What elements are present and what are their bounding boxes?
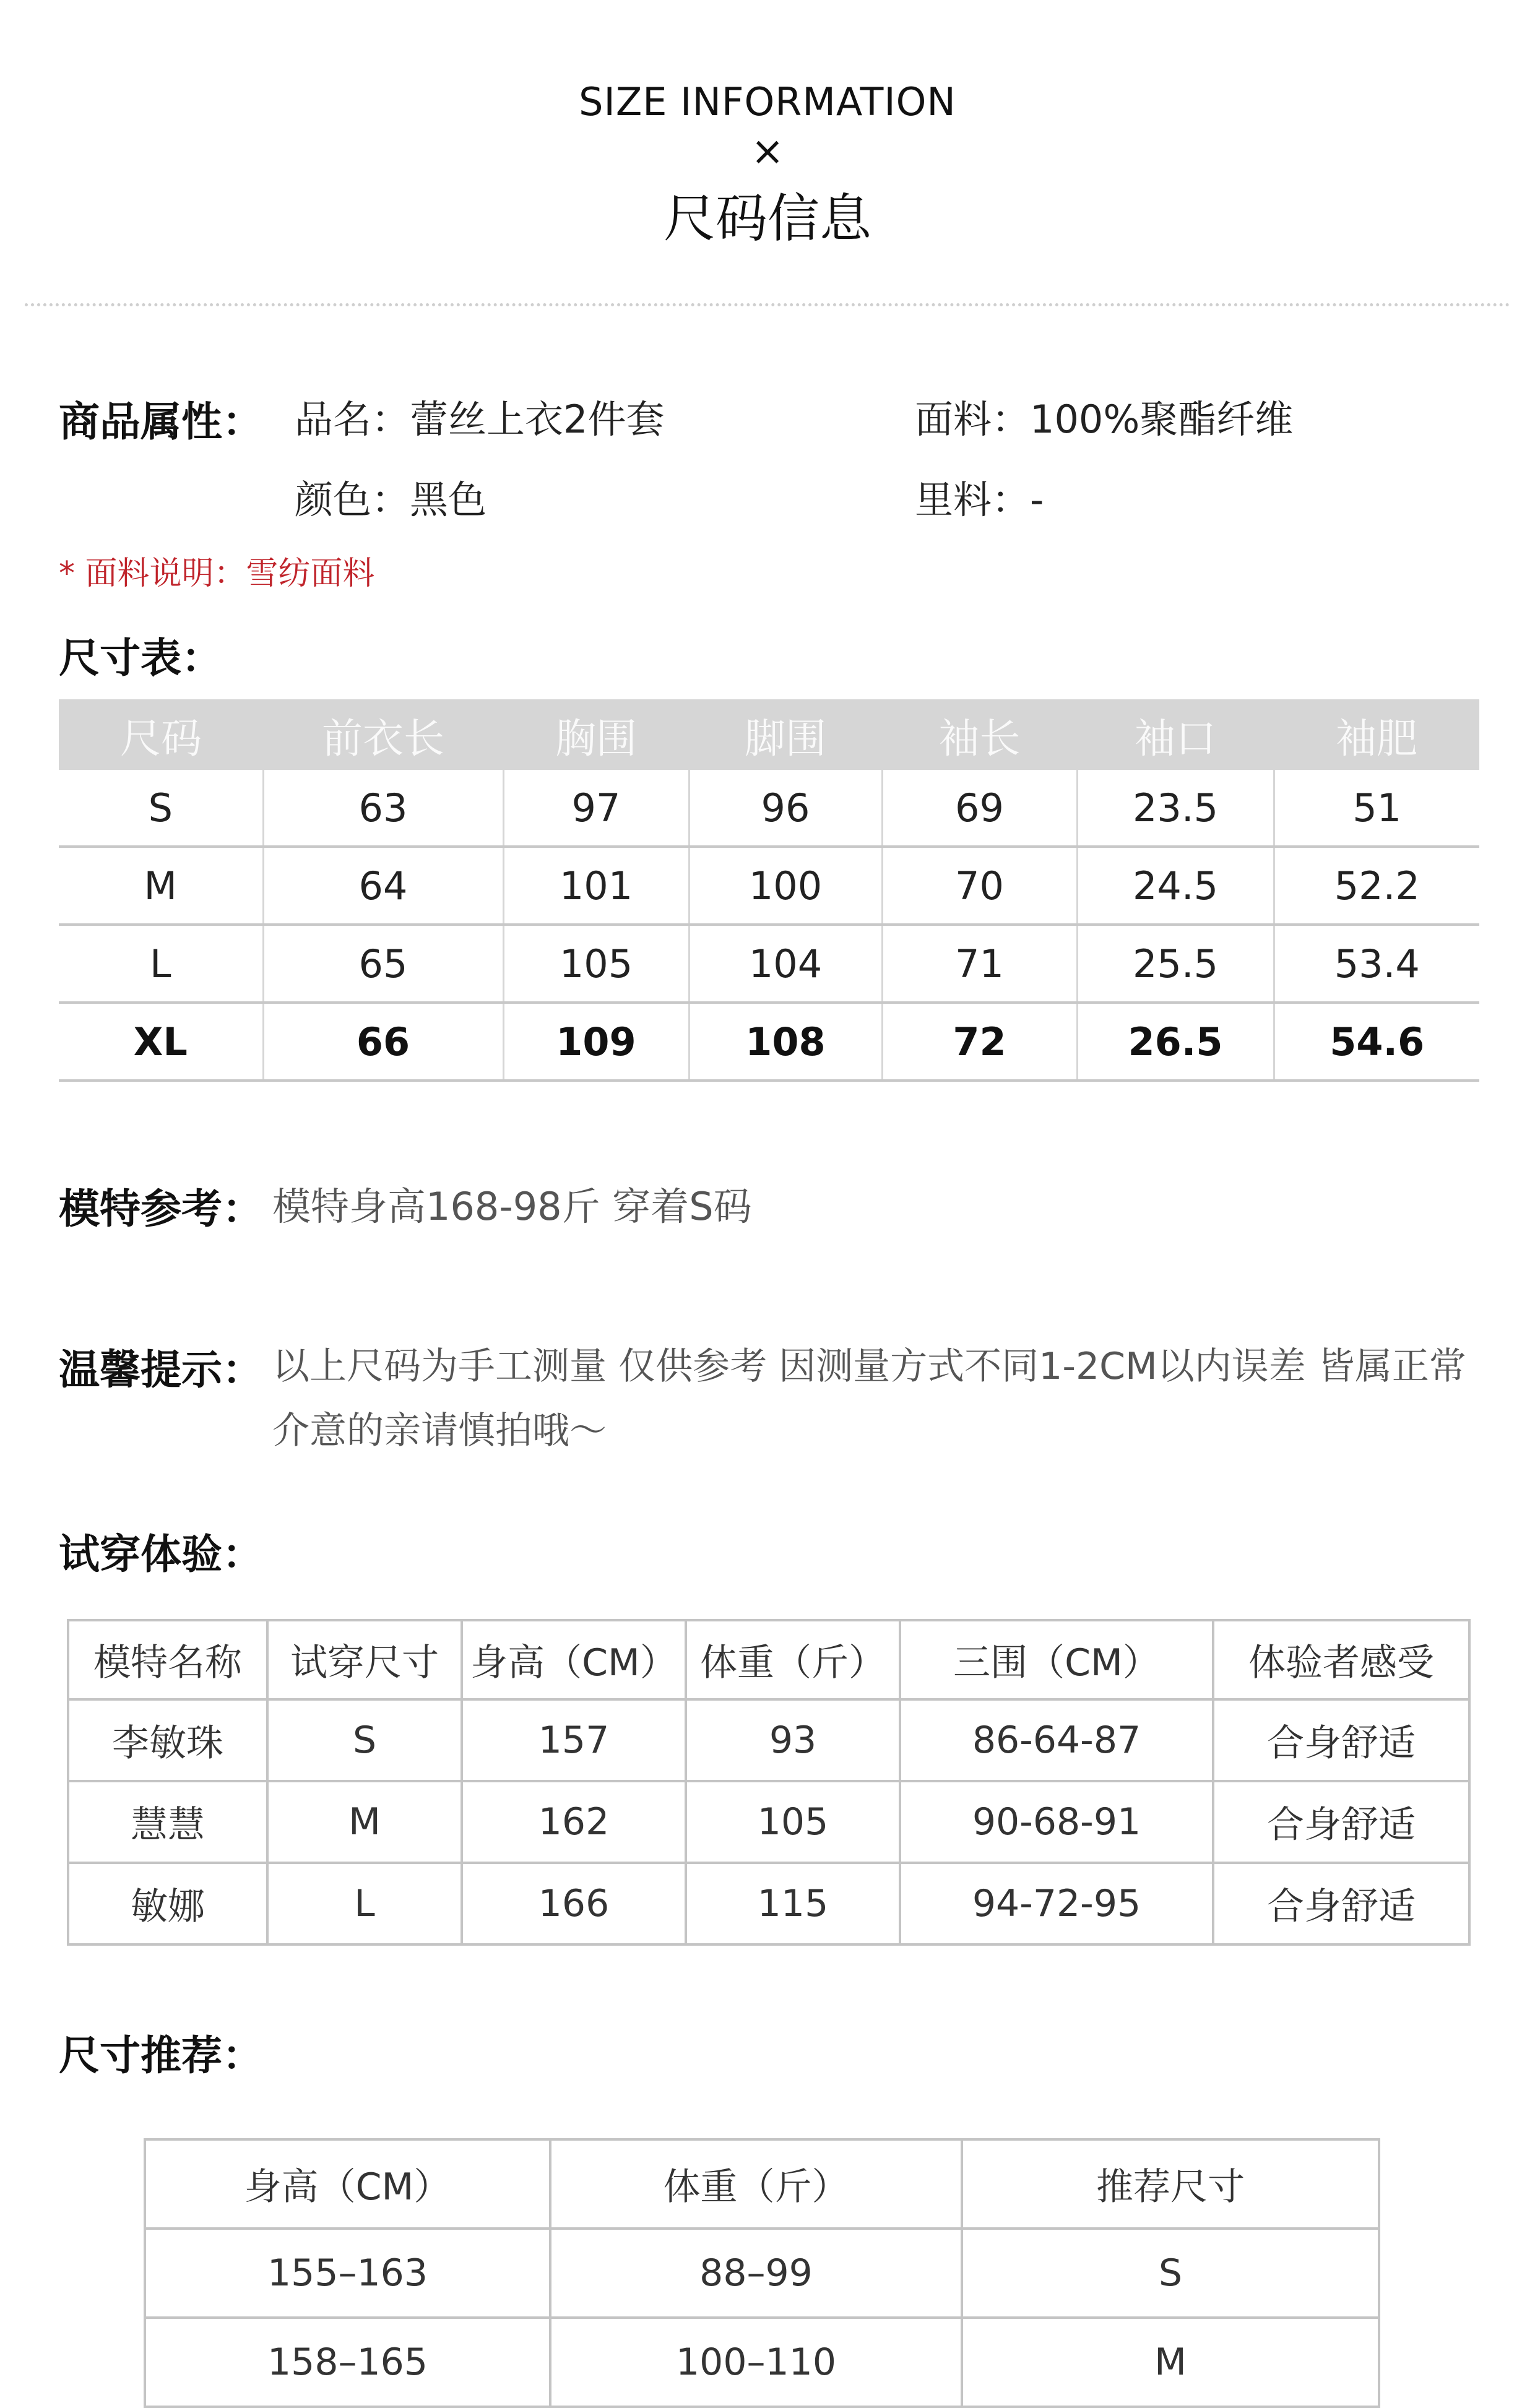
table-cell: 158–165 bbox=[145, 2318, 550, 2407]
color: 颜色：黑色 bbox=[295, 477, 487, 522]
tips-line-1: 以上尺码为手工测量 仅供参考 因测量方式不同1-2CM以内误差 皆属正常 bbox=[272, 1345, 1466, 1388]
column-header: 三围（CM） bbox=[900, 1620, 1213, 1699]
column-header: 身高（CM） bbox=[145, 2139, 550, 2229]
table-row bbox=[145, 2318, 1379, 2407]
column-header: 袖口 bbox=[1077, 699, 1274, 770]
table-cell: 70 bbox=[882, 847, 1077, 925]
size-chart-table bbox=[59, 699, 1479, 1082]
table-cell: S bbox=[962, 2229, 1379, 2318]
lining: 里料：- bbox=[915, 477, 1044, 522]
table-row bbox=[59, 1003, 1479, 1081]
title-en: SIZE INFORMATION bbox=[579, 79, 956, 124]
tips-line-2: 介意的亲请慎拍哦～ bbox=[272, 1409, 607, 1452]
table-cell: M bbox=[59, 847, 263, 925]
fabric: 面料：100%聚酯纤维 bbox=[915, 397, 1294, 442]
table-row bbox=[59, 770, 1479, 847]
column-header: 脚围 bbox=[689, 699, 882, 770]
recommend-label: 尺寸推荐： bbox=[59, 2032, 263, 2079]
table-cell: 88–99 bbox=[550, 2229, 962, 2318]
table-cell: 合身舒适 bbox=[1213, 1863, 1469, 1944]
table-cell: 90-68-91 bbox=[900, 1781, 1213, 1863]
table-header-row bbox=[59, 699, 1479, 770]
column-header: 体验者感受 bbox=[1213, 1620, 1469, 1699]
title-separator: × bbox=[751, 129, 784, 175]
table-cell: 25.5 bbox=[1077, 925, 1274, 1003]
table-cell: 101 bbox=[503, 847, 689, 925]
try-on-label: 试穿体验： bbox=[59, 1530, 263, 1578]
table-cell: S bbox=[59, 770, 263, 847]
table-cell: 166 bbox=[462, 1863, 686, 1944]
table-cell: L bbox=[267, 1863, 462, 1944]
table-cell: 97 bbox=[503, 770, 689, 847]
table-row bbox=[145, 2229, 1379, 2318]
column-header: 体重（斤） bbox=[550, 2139, 962, 2229]
table-row bbox=[68, 1781, 1469, 1863]
model-ref-label: 模特参考： bbox=[59, 1185, 263, 1233]
tips-label: 温馨提示： bbox=[59, 1346, 263, 1394]
column-header: 体重（斤） bbox=[686, 1620, 900, 1699]
table-cell: 157 bbox=[462, 1699, 686, 1781]
table-cell: 66 bbox=[263, 1003, 503, 1081]
table-row bbox=[59, 925, 1479, 1003]
table-cell: 54.6 bbox=[1274, 1003, 1479, 1081]
size-chart-label: 尺寸表： bbox=[59, 634, 222, 682]
table-cell: 108 bbox=[689, 1003, 882, 1081]
column-header: 尺码 bbox=[59, 699, 263, 770]
product-name: 品名：蕾丝上衣2件套 bbox=[295, 397, 665, 442]
try-on-table bbox=[67, 1619, 1471, 1946]
table-cell: 94-72-95 bbox=[900, 1863, 1213, 1944]
table-cell: 86-64-87 bbox=[900, 1699, 1213, 1781]
column-header: 模特名称 bbox=[68, 1620, 267, 1699]
table-cell: 51 bbox=[1274, 770, 1479, 847]
table-cell: XL bbox=[59, 1003, 263, 1081]
table-cell: 72 bbox=[882, 1003, 1077, 1081]
table-cell: M bbox=[267, 1781, 462, 1863]
column-header: 袖肥 bbox=[1274, 699, 1479, 770]
table-cell: 慧慧 bbox=[68, 1781, 267, 1863]
fabric-note: * 面料说明：雪纺面料 bbox=[59, 555, 375, 592]
attributes-label: 商品属性： bbox=[59, 398, 263, 446]
table-cell: 敏娜 bbox=[68, 1863, 267, 1944]
table-cell: 合身舒适 bbox=[1213, 1781, 1469, 1863]
recommend-table bbox=[144, 2138, 1380, 2408]
table-cell: 93 bbox=[686, 1699, 900, 1781]
column-header: 前衣长 bbox=[263, 699, 503, 770]
table-row bbox=[68, 1863, 1469, 1944]
table-cell: 24.5 bbox=[1077, 847, 1274, 925]
table-cell: 53.4 bbox=[1274, 925, 1479, 1003]
table-row bbox=[59, 847, 1479, 925]
table-cell: L bbox=[59, 925, 263, 1003]
table-cell: 合身舒适 bbox=[1213, 1699, 1469, 1781]
table-cell: 23.5 bbox=[1077, 770, 1274, 847]
table-cell: 64 bbox=[263, 847, 503, 925]
table-cell: 155–163 bbox=[145, 2229, 550, 2318]
table-cell: 65 bbox=[263, 925, 503, 1003]
model-ref-text: 模特身高168-98斤 穿着S码 bbox=[272, 1184, 752, 1229]
table-cell: 100–110 bbox=[550, 2318, 962, 2407]
column-header: 试穿尺寸 bbox=[267, 1620, 462, 1699]
table-cell: 109 bbox=[503, 1003, 689, 1081]
table-cell: 63 bbox=[263, 770, 503, 847]
table-cell: 96 bbox=[689, 770, 882, 847]
column-header: 袖长 bbox=[882, 699, 1077, 770]
dotted-divider bbox=[25, 303, 1510, 306]
table-cell: 71 bbox=[882, 925, 1077, 1003]
table-cell: 26.5 bbox=[1077, 1003, 1274, 1081]
table-cell: 162 bbox=[462, 1781, 686, 1863]
title-cn: 尺码信息 bbox=[663, 188, 871, 249]
table-row bbox=[68, 1699, 1469, 1781]
table-cell: 52.2 bbox=[1274, 847, 1479, 925]
column-header: 胸围 bbox=[503, 699, 689, 770]
table-cell: 105 bbox=[503, 925, 689, 1003]
table-header-row bbox=[145, 2139, 1379, 2229]
table-header-row bbox=[68, 1620, 1469, 1699]
table-cell: 69 bbox=[882, 770, 1077, 847]
table-cell: S bbox=[267, 1699, 462, 1781]
column-header: 推荐尺寸 bbox=[962, 2139, 1379, 2229]
column-header: 身高（CM） bbox=[462, 1620, 686, 1699]
table-cell: 104 bbox=[689, 925, 882, 1003]
table-cell: 105 bbox=[686, 1781, 900, 1863]
table-cell: M bbox=[962, 2318, 1379, 2407]
table-cell: 100 bbox=[689, 847, 882, 925]
table-cell: 115 bbox=[686, 1863, 900, 1944]
table-cell: 李敏珠 bbox=[68, 1699, 267, 1781]
